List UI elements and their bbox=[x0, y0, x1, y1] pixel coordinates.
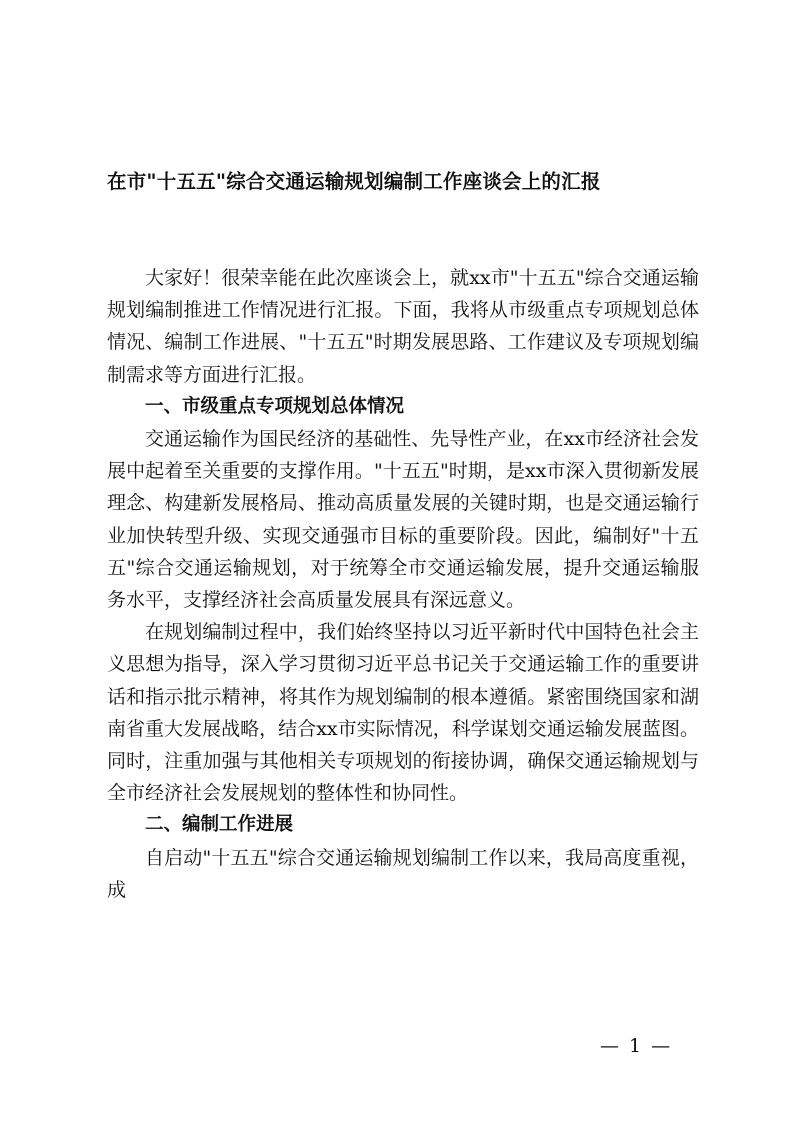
paragraph-greeting: 大家好！很荣幸能在此次座谈会上，就xx市"十五五"综合交通运输规划编制推进工作情况进行汇报。下面，我将从市级重点专项规划总体情况、编制工作进展、"十五五"时期发展思路、工作建议及专项规划编制需求等方面进行汇报。 bbox=[107, 267, 699, 386]
paragraph-progress: 自启动"十五五"综合交通运输规划编制工作以来，我局高度重视，成 bbox=[107, 846, 699, 901]
document-title: 在市"十五五"综合交通运输规划编制工作座谈会上的汇报 bbox=[107, 170, 601, 193]
document-body bbox=[107, 262, 699, 906]
section-heading-1: 一、市级重点专项规划总体情况 bbox=[145, 395, 405, 417]
paragraph-guidance: 在规划编制过程中，我们始终坚持以习近平新时代中国特色社会主义思想为指导，深入学习贯彻习近平总书记关于交通运输工作的重要讲话和指示批示精神，将其作为规划编制的根本遵循。紧密围绕国家和湖南省重大发展战略，结合xx市实际情况，科学谋划交通运输发展蓝图。同时，注重加强与其他相关专项规划的衔接协调，确保交通运输规划与全市经济社会发展规划的整体性和协同性。 bbox=[107, 621, 699, 805]
section-heading-2: 二、编制工作进展 bbox=[145, 814, 294, 836]
page-number: — 1 — bbox=[600, 1035, 673, 1057]
paragraph-importance: 交通运输作为国民经济的基础性、先导性产业，在xx市经济社会发展中起着至关重要的支撑作用。"十五五"时期，是xx市深入贯彻新发展理念、构建新发展格局、推动高质量发展的关键时期，也是交通运输行业加快转型升级、实现交通强市目标的重要阶段。因此，编制好"十五五"综合交通运输规划，对于统筹全市交通运输发展，提升交通运输服务水平，支撑经济社会高质量发展具有深远意义。 bbox=[107, 428, 699, 612]
